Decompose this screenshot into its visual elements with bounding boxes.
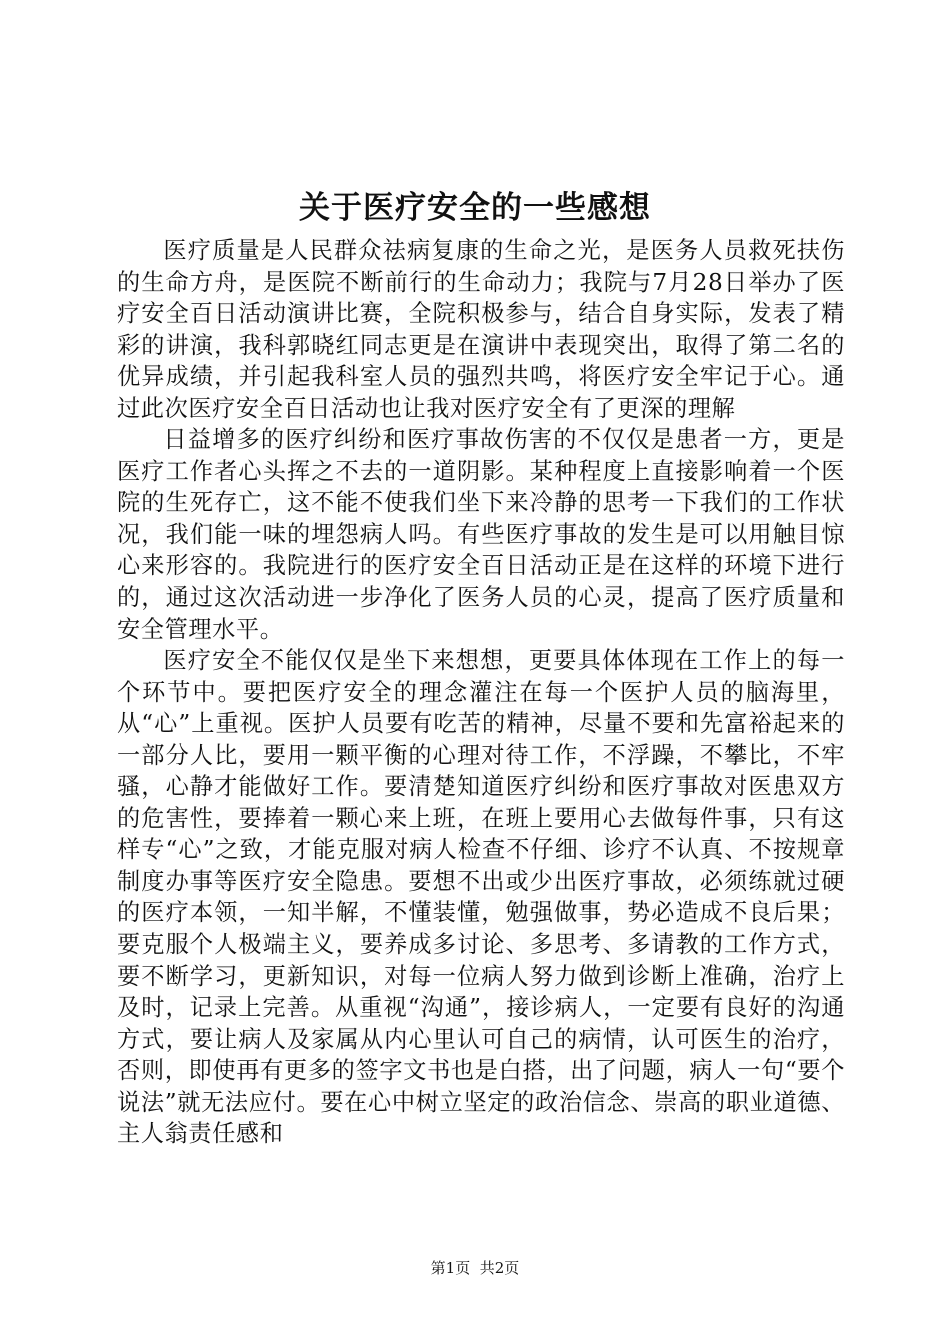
paragraph-1: 医疗质量是人民群众祛病复康的生命之光，是医务人员救死扶伤的生命方舟，是医院不断前行的生命动力；我院与7月28日举办了医疗安全百日活动演讲比赛，全院积极参与，结合自身实际，发表了精彩的讲演，我科郭晓红同志更是在演讲中表现突出，取得了第二名的优异成绩，并引起我科室人员的强烈共鸣，将医疗安全牢记于心。通过此次医疗安全百日活动也让我对医疗安全有了更深的理解	[117, 237, 845, 422]
document-body	[117, 235, 845, 1150]
paragraph-3: 医疗安全不能仅仅是坐下来想想，更要具体体现在工作上的每一个环节中。要把医疗安全的理念灌注在每一个医护人员的脑海里，从“心”上重视。医护人员要有吃苦的精神，尽量不要和先富裕起来的一部分人比，要用一颗平衡的心理对待工作，不浮躁，不攀比，不牢骚，心静才能做好工作。要清楚知道医疗纠纷和医疗事故对医患双方的危害性，要捧着一颗心来上班，在班上要用心去做每件事，只有这样专“心”之致，才能克服对病人检查不仔细、诊疗不认真、不按规章制度办事等医疗安全隐患。要想不出或少出医疗事故，必须练就过硬的医疗本领，一知半解，不懂装懂，勉强做事，势必造成不良后果；要克服个人极端主义，要养成多讨论、多思考、多请教的工作方式，要不断学习，更新知识，对每一位病人努力做到诊断上准确，治疗上及时，记录上完善。从重视“沟通”，接诊病人，一定要有良好的沟通方式，要让病人及家属从内心里认可自己的病情，认可医生的治疗，否则，即使再有更多的签字文书也是白搭，出了问题，病人一句“要个说法”就无法应付。要在心中树立坚定的政治信念、崇高的职业道德、主人翁责任感和	[117, 647, 845, 1148]
paragraph-2: 日益增多的医疗纠纷和医疗事故伤害的不仅仅是患者一方，更是医疗工作者心头挥之不去的一道阴影。某种程度上直接影响着一个医院的生死存亡，这不能不使我们坐下来冷静的思考一下我们的工作状况，我们能一味的埋怨病人吗。有些医疗事故的发生是可以用触目惊心来形容的。我院进行的医疗安全百日活动正是在这样的环境下进行的，通过这次活动进一步净化了医务人员的心灵，提高了医疗质量和安全管理水平。	[117, 426, 845, 643]
document-title: 关于医疗安全的一些感想	[299, 190, 651, 226]
page-footer	[0, 1258, 950, 1278]
page-number-total: 共2页	[479, 1259, 520, 1277]
footer-separator	[470, 1259, 480, 1277]
page-number-current: 第1页	[430, 1259, 471, 1277]
